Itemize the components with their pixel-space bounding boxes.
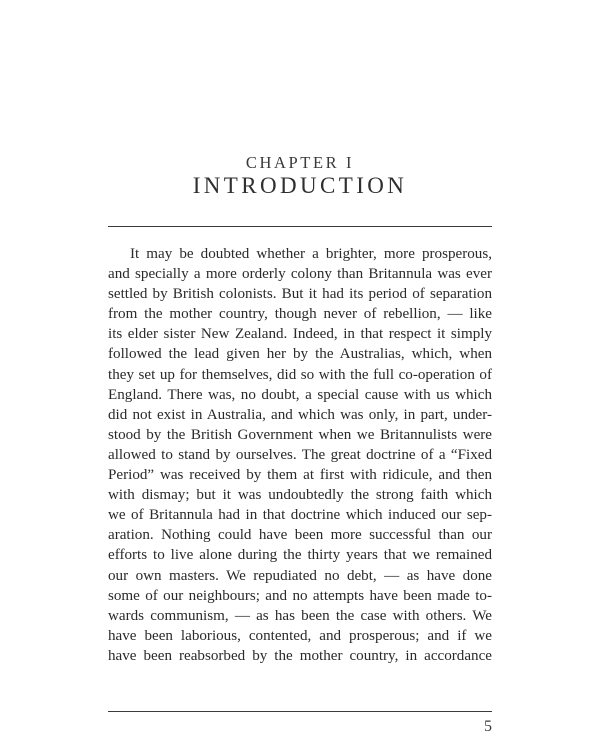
text-line: from the mother country, though never of rebellion, — like: [108, 306, 492, 323]
text-line: followed the lead given her by the Australias, which, when: [108, 346, 492, 363]
body-paragraph: [108, 244, 492, 666]
chapter-title: INTRODUCTION: [192, 173, 408, 198]
top-divider: [108, 226, 492, 227]
text-line: wards communism, — as has been the case with others. We: [108, 607, 492, 624]
text-line: its elder sister New Zealand. Indeed, in that respect it simply: [108, 326, 492, 343]
text-line: Period” was received by them at first with ridicule, and then: [108, 467, 492, 484]
text-line: did not exist in Australia, and which was only, in part, under-: [108, 406, 492, 423]
text-line: England. There was, no doubt, a special cause with us which: [108, 386, 492, 403]
text-line: It may be doubted whether a brighter, more prosperous,: [130, 246, 492, 262]
bottom-divider: [108, 711, 492, 712]
text-line: aration. Nothing could have been more successful than our: [108, 527, 492, 544]
text-line: allowed to stand by ourselves. The great doctrine of a “Fixed: [108, 446, 492, 463]
text-line: they set up for themselves, did so with the full co-operation of: [108, 366, 492, 383]
text-line: have been reabsorbed by the mother country, in accordance: [108, 647, 492, 664]
text-line: have been laborious, contented, and prosperous; and if we: [108, 627, 492, 644]
text-line: we of Britannula had in that doctrine which induced our sep-: [108, 507, 492, 524]
chapter-label: CHAPTER I: [245, 153, 355, 172]
page-number: 5: [484, 718, 492, 735]
text-line: and specially a more orderly colony than Britannula was ever: [108, 266, 492, 283]
text-line: settled by British colonists. But it had its period of separation: [108, 286, 492, 303]
text-line: with dismay; but it was undoubtedly the strong faith which: [108, 487, 492, 504]
text-line: stood by the British Government when we Britannulists were: [108, 426, 492, 443]
text-line: our own masters. We repudiated no debt, — as have done: [108, 567, 492, 584]
text-line: efforts to live alone during the thirty years that we remained: [108, 547, 492, 564]
text-line: some of our neighbours; and no attempts have been made to-: [108, 587, 492, 604]
